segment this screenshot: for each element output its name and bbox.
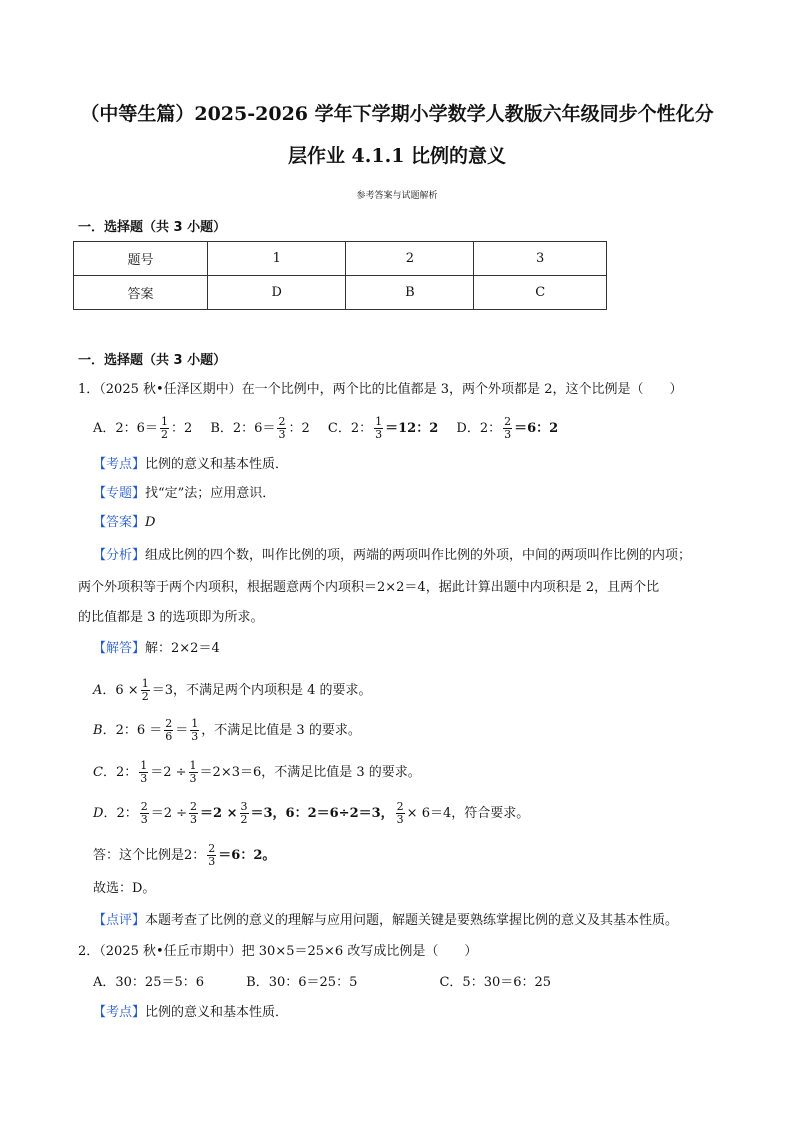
dianping-line: 【点评】本题考查了比例的意义的理解与应用问题，解题关键是要熟练掌握比例的意义及其基本性质。 <box>93 913 679 928</box>
solution-line-d: D．2： $\frac{2}{3}$ ＝2 ÷ $\frac{2}{3}$ ＝2 × $\frac{3}{2}$ ＝3，6：2＝6÷2＝3， $\frac{2}{3}$ × 6＝4，符合要求。 <box>93 800 530 826</box>
kaodian-tag: 【考点】 <box>93 1005 146 1020</box>
option-b: B．30：6＝25：5 <box>246 975 358 990</box>
kaodian-line-2: 【考点】比例的意义和基本性质． <box>93 1005 289 1020</box>
table-cell: 1 <box>208 242 346 276</box>
option-b: B．2：6＝ $\frac{2}{3}$ ：2 <box>210 415 310 441</box>
question-1-options <box>93 416 572 441</box>
table-header-cell: 题号 <box>74 242 208 276</box>
option-d: D．2： $\frac{2}{3}$ ＝6：2 <box>456 415 559 441</box>
choice-line: 故选：D。 <box>93 881 156 896</box>
page-subtitle: 参考答案与试题解析 <box>356 191 438 201</box>
fenxi-line-1: 【分析】组成比例的四个数，叫作比例的项，两端的两项叫作比例的外项，中间的两项叫作比例的内项； <box>93 548 692 563</box>
fenxi-line-2: 两个外项积等于两个内项积，根据题意两个内项积＝2×2＝4，据此计算出题中内项积是 2，且两个比 <box>78 580 660 595</box>
option-a: A．2：6＝ $\frac{1}{2}$ ：2 <box>93 415 193 441</box>
daan-tag: 【答案】 <box>93 515 146 530</box>
option-c: C．5：30＝6：25 <box>439 975 552 990</box>
option-c: C．2： $\frac{1}{3}$ ＝12：2 <box>327 415 439 441</box>
page-title-line1: （中等生篇）2025-2026 学年下学期小学数学人教版六年级同步个性化分 <box>80 103 714 125</box>
section-header-answers: 一．选择题（共 3 小题） <box>78 220 227 235</box>
fenxi-tag: 【分析】 <box>93 548 146 563</box>
zhuanti-tag: 【专题】 <box>93 486 146 501</box>
question-1-stem: 1．（2025 秋•任泽区期中）在一个比例中，两个比的比值都是 3，两个外项都是 2，这个比例是（ ） <box>78 382 683 397</box>
kaodian-line: 【考点】比例的意义和基本性质． <box>93 457 289 472</box>
table-cell: D <box>208 276 346 310</box>
option-a: A．30：25＝5：6 <box>93 975 205 990</box>
question-2-stem: 2．（2025 秋•任丘市期中）把 30×5＝25×6 改写成比例是（ ） <box>78 944 478 959</box>
table-cell: B <box>346 276 474 310</box>
dianping-tag: 【点评】 <box>93 913 146 928</box>
solution-line-a: A．6 × $\frac{1}{2}$ ＝3，不满足两个内项积是 4 的要求。 <box>93 677 372 703</box>
jieda-line: 【解答】解：2×2＝4 <box>93 641 220 656</box>
fenxi-line-3: 的比值都是 3 的选项即为所求。 <box>78 610 264 625</box>
kaodian-tag: 【考点】 <box>93 457 146 472</box>
zhuanti-line: 【专题】找“定”法；应用意识． <box>93 486 276 501</box>
table-row <box>74 242 607 276</box>
daan-line: 【答案】D <box>93 515 156 530</box>
table-header-cell: 答案 <box>74 276 208 310</box>
solution-line-c: C．2： $\frac{1}{3}$ ＝2 ÷ $\frac{1}{3}$ ＝2×3＝6，不满足比值是 3 的要求。 <box>93 759 421 785</box>
reply-line: 答：这个比例是2： $\frac{2}{3}$ ＝6：2。 <box>93 842 276 868</box>
table-row <box>74 276 607 310</box>
answer-table <box>73 241 607 310</box>
solution-line-b: B．2：6 ＝ $\frac{2}{6}$ ＝ $\frac{1}{3}$ ，不满足比值是 3 的要求。 <box>93 717 361 743</box>
section-header-questions: 一．选择题（共 3 小题） <box>78 353 227 368</box>
page-title-line2: 层作业 4.1.1 比例的意义 <box>287 145 507 167</box>
table-cell: 3 <box>474 242 607 276</box>
jieda-tag: 【解答】 <box>93 641 146 656</box>
question-2-options <box>93 974 565 992</box>
table-cell: 2 <box>346 242 474 276</box>
table-cell: C <box>474 276 607 310</box>
